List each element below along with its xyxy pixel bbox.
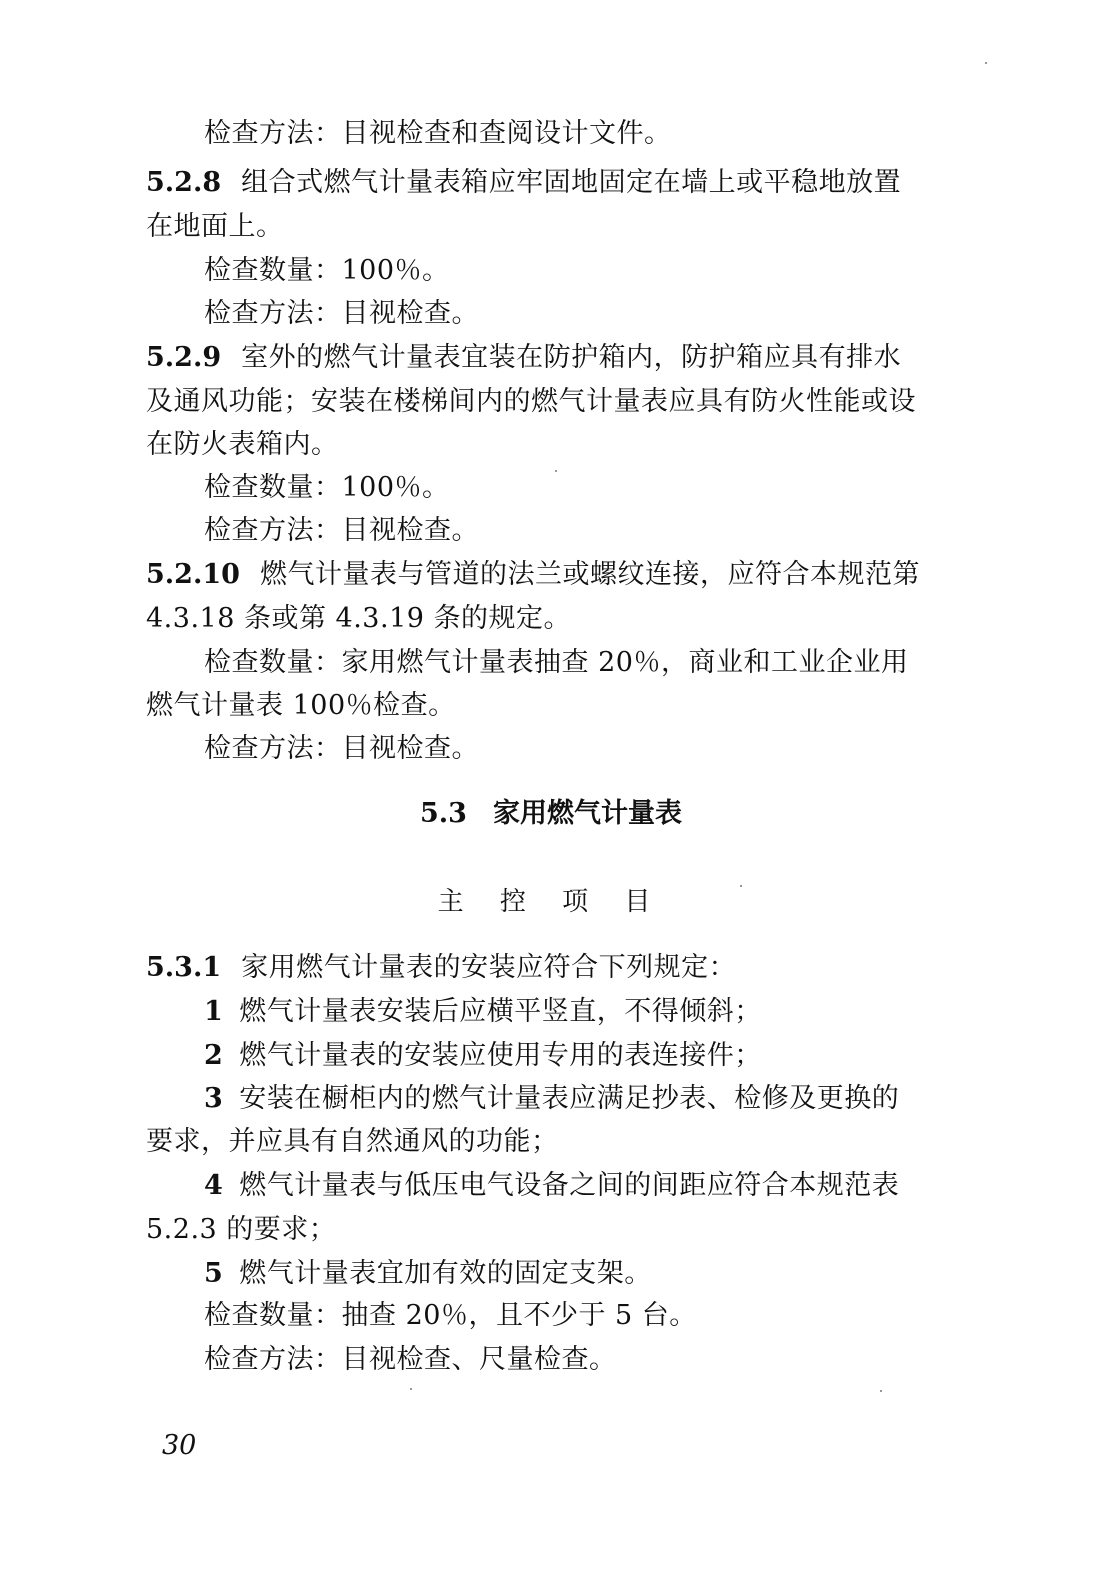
- text-line: 燃气计量表 100％检查。: [146, 690, 456, 721]
- text-line: 在防火表箱内。: [146, 429, 339, 460]
- list-item: 5 燃气计量表宜加有效的固定支架。: [204, 1258, 652, 1289]
- text-line: 检查数量：100％。: [204, 255, 450, 286]
- item-number: 5: [204, 1258, 224, 1289]
- text-line: 要求，并应具有自然通风的功能；: [146, 1126, 559, 1157]
- item-number: 2: [204, 1040, 224, 1071]
- text-line: 检查数量：家用燃气计量表抽查 20％，商业和工业企业用: [204, 647, 909, 678]
- clause-number: 5.2.9: [146, 342, 222, 373]
- clause-5-2-8: 5.2.8 组合式燃气计量表箱应牢固地固定在墙上或平稳地放置: [146, 167, 902, 198]
- list-item: 4 燃气计量表与低压电气设备之间的间距应符合本规范表: [204, 1170, 900, 1201]
- text-line: 在地面上。: [146, 211, 284, 242]
- scan-speck: [880, 1390, 882, 1392]
- text-line: 检查方法：目视检查和查阅设计文件。: [204, 118, 672, 149]
- clause-5-2-9: 5.2.9 室外的燃气计量表宜装在防护箱内，防护箱应具有排水: [146, 342, 902, 373]
- list-item: 3 安装在橱柜内的燃气计量表应满足抄表、检修及更换的: [204, 1083, 900, 1114]
- text-line: 检查数量：100％。: [204, 472, 450, 503]
- text-line: 检查方法：目视检查。: [204, 298, 479, 329]
- text-line: 检查方法：目视检查。: [204, 733, 479, 764]
- scan-speck: [985, 62, 987, 64]
- text-line: 及通风功能；安装在楼梯间内的燃气计量表应具有防火性能或设: [146, 386, 916, 417]
- text-line: 检查数量：抽查 20％，且不少于 5 台。: [204, 1300, 697, 1331]
- scan-speck: [555, 470, 557, 472]
- subsection-heading: 主 控 项 目: [437, 887, 665, 917]
- section-heading: [0, 792, 1102, 836]
- clause-number: 5.2.8: [146, 167, 222, 198]
- clause-5-2-10: 5.2.10 燃气计量表与管道的法兰或螺纹连接，应符合本规范第: [146, 559, 920, 590]
- scan-speck: [740, 885, 742, 887]
- item-number: 4: [204, 1170, 224, 1201]
- item-number: 1: [204, 996, 224, 1027]
- clause-number: 5.2.10: [146, 559, 240, 590]
- list-item: 1 燃气计量表安装后应横平竖直，不得倾斜；: [204, 996, 762, 1027]
- list-item: 2 燃气计量表的安装应使用专用的表连接件；: [204, 1040, 762, 1071]
- clause-number: 5.3.1: [146, 952, 222, 983]
- text-line: 检查方法：目视检查、尺量检查。: [204, 1344, 617, 1375]
- section-number: 5.3: [420, 798, 467, 829]
- scan-speck: [410, 1388, 412, 1390]
- item-number: 3: [204, 1083, 224, 1114]
- text-line: 4.3.18 条或第 4.3.19 条的规定。: [146, 603, 572, 634]
- text-line: 5.2.3 的要求；: [146, 1214, 337, 1245]
- section-title: 家用燃气计量表: [492, 798, 682, 829]
- text-line: 检查方法：目视检查。: [204, 515, 479, 546]
- clause-5-3-1: 5.3.1 家用燃气计量表的安装应符合下列规定：: [146, 952, 737, 983]
- page-number: 30: [162, 1430, 197, 1461]
